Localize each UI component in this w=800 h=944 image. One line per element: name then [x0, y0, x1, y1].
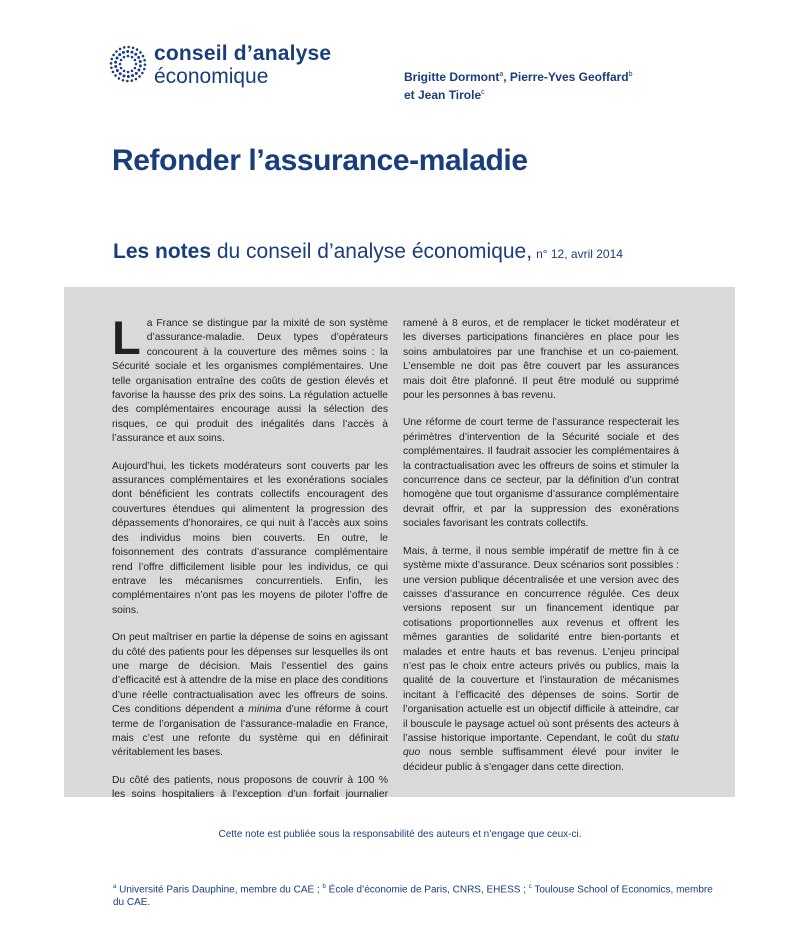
summary-panel	[64, 287, 735, 801]
logo-dot	[114, 61, 117, 64]
summary-column-left	[112, 311, 388, 803]
logo-dot	[115, 50, 118, 53]
disclaimer: Cette note est publiée sous la responsabilité des auteurs et n’engage que ceux-ci.	[218, 829, 582, 840]
logo-dot	[127, 75, 130, 78]
series-line	[113, 240, 623, 264]
logo-dot	[139, 60, 142, 63]
series-name-bold: Les notes	[113, 240, 212, 263]
logo-dot	[137, 68, 140, 71]
paragraph-3-text-a: On peut maîtriser en partie la dépense de soins en agissant du côté des patients pour les dépenses sur lesquelles ils ont une marge de décision. Mais l’essentiel des gains d’efficacité est à attendre de la mise en place des conditions d’une réelle contractualisation avec les offreurs de soins. Ces conditions dépendent	[112, 632, 388, 716]
logo-dot	[134, 67, 137, 70]
paragraph-6-italic: statu quo	[403, 732, 679, 759]
logo-dot	[119, 72, 122, 75]
dropcap: L	[112, 311, 141, 364]
logo-dot	[141, 72, 144, 75]
cae-logo	[108, 42, 348, 88]
logo-dot	[112, 54, 115, 57]
logo-dot	[127, 71, 130, 74]
author-sup-b: b	[628, 71, 633, 78]
footnote-affiliation-a: Université Paris Dauphine, membre du CAE ;	[116, 884, 323, 896]
logo-dot	[120, 67, 123, 70]
logo-dot	[142, 55, 145, 58]
logo-dot	[110, 58, 113, 61]
logo-dot	[137, 56, 140, 59]
logo-dot	[118, 77, 121, 80]
paragraph-3-italic: a minima	[238, 704, 282, 716]
logo-dot	[131, 56, 134, 59]
page-title: Refonder l’assurance-maladie	[112, 144, 528, 177]
logo-dot	[123, 46, 126, 49]
logo-dot	[130, 51, 133, 54]
paragraph-1-text: a France se distingue par la mixité de son système d’assurance-maladie. Deux types d’opérateurs concourent à la couverture des mêmes soins : la Sécurité sociale et les organismes complémentaires. Une telle organisation entraîne des coûts de gestion élevés et favorise la hausse des prix des soins. La régulation actuelle des complémentaires encourage aussi la sélection des risques, ce qui produit des inégalités dans l’accès à l’assurance et aux soins.	[112, 318, 388, 445]
footnote-affiliation-b: École d’économie de Paris, CNRS, EHESS ;	[325, 884, 529, 896]
footnote-sup-b: b	[322, 884, 326, 890]
paragraph-3-text-b: d’une réforme à court terme de l’organisation de l’assurance-maladie en France, mais c’est une refonte du système qui en définirait véritablement les bases.	[112, 704, 388, 759]
logo-dot	[139, 51, 142, 54]
logo-dot	[116, 57, 119, 60]
logo-dot	[132, 46, 135, 49]
logo-line-1: conseil d’analyse	[154, 42, 332, 65]
authors	[404, 67, 664, 103]
paragraph-6-text-a: Mais, à terme, il nous semble impératif de mettre fin à ce système mixte d’assurance. Deux scénarios sont possibles : une version publique décentralisée et une version avec des caisses d’assurance en concurrence régulée. Ces deux versions reposent sur un financement identique par cotisations proportionnelles aux revenus et offrent les mêmes garanties de solidarité entre bien-portants et malades et entre hauts et bas revenus. L’enjeu principal n’est pas le choix entre acteurs privés ou publics, mais la qualité de la couverture et l’instauration de mécanismes incitant à l’efficacité des dépenses de soins. Sortir de l’organisation actuelle est un objectif difficile à atteindre, car il bouscule le paysage actuel où sont présents des acteurs à l’assise historique importante. Cependant, le coût du	[403, 545, 679, 744]
logo-dot	[122, 79, 125, 82]
logo-dot	[131, 70, 134, 73]
logo-dot	[144, 63, 147, 66]
logo-dot	[127, 46, 130, 49]
footnote-sup-a: a	[113, 884, 117, 890]
logo-dot	[135, 78, 138, 81]
series-name-rest: du conseil d’analyse économique,	[211, 240, 533, 263]
logo-dot	[143, 68, 146, 71]
logo-dot	[119, 63, 122, 66]
paragraph-2: Aujourd’hui, les tickets modérateurs sont couverts par les assurances complémentaires et les exonérations sociales dont bénéficient les contrats collectifs encouragent des couvertures étendues qui alimentent la progression des dépassements d’honoraires, ce qui nuit à l’accès aux soins des individus moins bien couverts. En outre, le foisonnement des contrats d’assurance complémentaire rend l’offre difficilement lisible pour les individus, ce qui entrave les mécanismes concurrentiels. Enfin, les complémentaires n’ont pas les moyens de piloter l’offre de soins.	[112, 460, 388, 616]
author-dormont: Brigitte Dormont	[404, 70, 500, 84]
logo-dot	[127, 55, 130, 58]
footnote-sup-c: c	[528, 884, 532, 890]
paragraph-3	[112, 631, 388, 761]
logo-dot	[134, 53, 137, 56]
logo-dot	[143, 59, 146, 62]
logo-dot	[123, 56, 126, 59]
logo-dot	[134, 59, 137, 62]
logo-dot	[114, 65, 117, 68]
logo-dot	[135, 72, 138, 75]
radial-dots-icon	[108, 44, 148, 84]
logo-dot	[123, 74, 126, 77]
logo-dot	[126, 80, 129, 83]
logo-dot	[120, 59, 123, 62]
logo-dot	[135, 63, 138, 66]
logo-dot	[118, 53, 121, 56]
logo-dot	[136, 48, 139, 51]
logo-dot	[119, 48, 122, 51]
logo-dot	[110, 66, 113, 69]
logo-dot	[112, 71, 115, 74]
logo-dot	[130, 79, 133, 82]
footnote-affiliation-c: Toulouse School of Economics, membre du CAE.	[113, 884, 713, 909]
logo-dot	[131, 74, 134, 77]
author-sup-a: a	[499, 71, 504, 78]
logo-dot	[110, 62, 113, 65]
affiliations-footnote	[113, 881, 713, 909]
logo-dot	[138, 75, 141, 78]
paragraph-5: Une réforme de court terme de l’assurance respecterait les périmètres d’intervention de la Sécurité sociale et des complémentaires. Il faudrait associer les complémentaires à la contractualisation avec les offreurs de soins et stimuler la concurrence dans ce secteur, par la définition d’un contrat homogène que tout organisme d’assurance complémentaire devrait offrir, et par la suppression des exonérations sociales favorisant les contrats collectifs.	[403, 417, 679, 530]
paragraph-6	[403, 545, 679, 776]
author-geoffard: , Pierre-Yves Geoffard	[503, 70, 629, 84]
author-tirole: et Jean Tirole	[404, 88, 482, 102]
logo-dot	[114, 74, 117, 77]
paragraph-6-text-b: nous semble suffisamment élevé pour inviter le décideur public à s’engager dans cette direction.	[403, 747, 679, 773]
logo-dot	[123, 70, 126, 73]
paragraph-4: Du côté des patients, nous proposons de couvrir à 100 % les soins hospitaliers à l’exception d’un forfait journalier	[112, 774, 388, 801]
issue-number: n° 12, avril 2014	[536, 247, 623, 261]
summary-column-right	[403, 317, 679, 788]
paragraph-4-continued: ramené à 8 euros, et de remplacer le ticket modérateur et les diverses participations financières en place pour les soins ambulatoires par une franchise et un co-paiement. L’ensemble ne doit pas être couvert par les assurances mais doit être plafonné. Il peut être modulé ou supprimé pour les personnes à bas revenu.	[403, 318, 679, 402]
paragraph-1	[112, 311, 388, 447]
logo-dot	[126, 50, 129, 53]
logo-dot	[116, 69, 119, 72]
logo-text	[154, 42, 331, 88]
logo-dot	[122, 51, 125, 54]
author-sup-c: c	[481, 89, 485, 96]
logo-dot	[139, 64, 142, 67]
logo-line-2: économique	[154, 65, 269, 88]
